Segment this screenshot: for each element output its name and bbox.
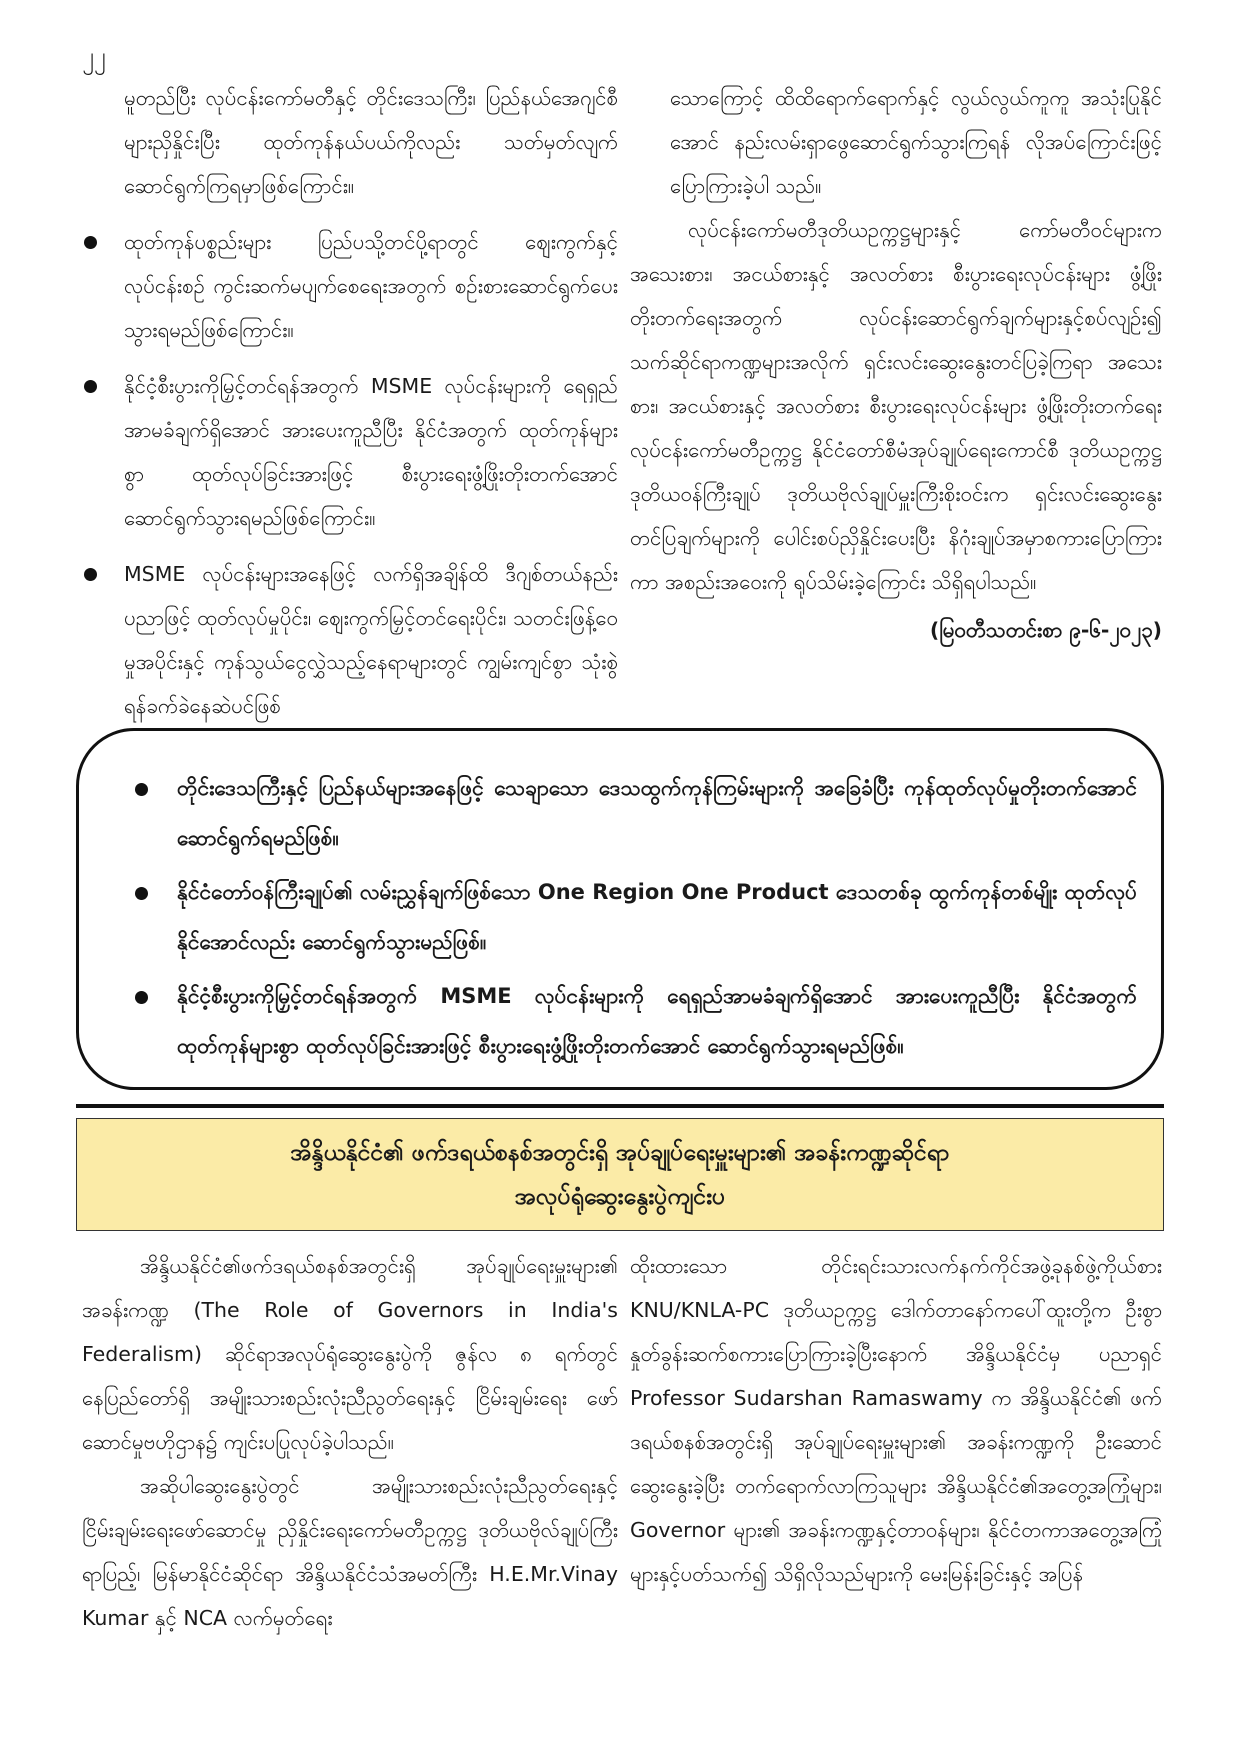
bottom-left-column: [82, 1244, 618, 1640]
section-heading: [76, 1118, 1164, 1231]
article-paragraph: အဆိုပါဆွေးနွေးပွဲတွင် အမျိုးသားစည်းလုံးညီညွတ်ရေးနှင့် ငြိမ်းချမ်းရေးဖော်ဆောင်မှု ညှိနှိုင်းရေးကော်မတီဥက္ကဋ္ဌ ဒုတိယဗိုလ်ချုပ်ကြီးရာပြည့်၊ မြန်မာနိုင်ငံဆိုင်ရာ အိန္ဒိယနိုင်ငံသံအမတ်ကြီး H.E.Mr.Vinay Kumar နှင့် NCA လက်မှတ်ရေး: [82, 1474, 618, 1630]
continuation-text: သောကြောင့် ထိထိရောက်ရောက်နှင့် လွယ်လွယ်ကူကူ အသုံးပြုနိုင်အောင် နည်းလမ်းရှာဖွေဆောင်ရွက်သွားကြရန် လိုအပ်ကြောင်းဖြင့် ပြောကြားခဲ့ပါ သည်။: [670, 86, 1162, 198]
meeting-paragraph: လုပ်ငန်းကော်မတီဒုတိယဥက္ကဋ္ဌများနှင့် ကော်မတီဝင်များက အသေးစား၊ အငယ်စားနှင့် အလတ်စား စီးပွားရေးလုပ်ငန်းများ ဖွံ့ဖြိုးတိုးတက်ရေးအတွက် လုပ်ငန်းဆောင်ရွက်ချက်များနှင့်စပ်လျဉ်း၍ သက်ဆိုင်ရာကဏ္ဍများအလိုက် ရှင်းလင်းဆွေးနွေးတင်ပြခဲ့ကြရာ အသေးစား၊ အငယ်စားနှင့် အလတ်စား စီးပွားရေးလုပ်ငန်းများ ဖွံ့ဖြိုးတိုးတက်ရေးလုပ်ငန်းကော်မတီဥက္ကဋ္ဌ နိုင်ငံတော်စီမံအုပ်ချုပ်ရေးကောင်စီ ဒုတိယဥက္ကဋ္ဌ ဒုတိယဝန်ကြီးချုပ် ဒုတိယဗိုလ်ချုပ်မှူးကြီးစိုးဝင်းက ရှင်းလင်းဆွေးနွေးတင်ပြချက်များကို ပေါင်းစပ်ညှိနှိုင်းပေးပြီး နိဂုံးချုပ်အမှာစကားပြောကြားကာ အစည်းအဝေးကို ရုပ်သိမ်းခဲ့ကြောင်း သိရှိရပါသည်။: [630, 218, 1162, 594]
page-number: ၂၂: [82, 42, 106, 70]
highlight-box: [76, 728, 1164, 1090]
heading-line: အလုပ်ရုံဆွေးနွေးပွဲကျင်းပ: [514, 1184, 726, 1210]
list-item: နိုင်ငံ့စီးပွားကိုမြှင့်တင်ရန်အတွက် MSME လုပ်ငန်းများကို ရေရှည်အာမခံချက်ရှိအောင် အားပေးကူညီပြီး နိုင်ငံအတွက် ထုတ်ကုန်များစွာ ထုတ်လုပ်ခြင်းအားဖြင့် စီးပွားရေးဖွံ့ဖြိုးတိုးတက်အောင် ဆောင်ရွက်သွားရမည်ဖြစ်ကြောင်း။: [82, 364, 618, 540]
key-points-list: [82, 220, 618, 728]
top-right-column: [630, 76, 1162, 652]
article-paragraph: ထိုးထားသော တိုင်းရင်းသားလက်နက်ကိုင်အဖွဲ့ခုနစ်ဖွဲ့ကိုယ်စား KNU/KNLA-PC ဒုတိယဥက္ကဋ္ဌ ဒေါက်တာနော်ကပေါ်ထူးတို့က ဦးစွာနှုတ်ခွန်းဆက်စကားပြောကြားခဲ့ပြီးနောက် အိန္ဒိယနိုင်ငံမှ ပညာရှင် Professor Sudarshan Ramaswamy က အိန္ဒိယနိုင်ငံ၏ ဖက်ဒရယ်စနစ်အတွင်းရှိ အုပ်ချုပ်ရေးမှူးများ၏ အခန်းကဏ္ဍကို ဦးဆောင်ဆွေးနွေးခဲ့ပြီး တက်ရောက်လာကြသူများ အိန္ဒိယနိုင်ငံ၏အတွေ့အကြုံများ၊ Governor များ၏ အခန်းကဏ္ဍနှင့်တာဝန်များ၊ နိုင်ငံတကာအတွေ့အကြုံများနှင့်ပတ်သက်၍ သိရှိလိုသည်များကို မေးမြန်းခြင်းနှင့် အပြန်: [630, 1254, 1162, 1586]
highlight-item: နိုင်ငံတော်ဝန်ကြီးချုပ်၏ လမ်းညွှန်ချက်ဖြစ်သော One Region One Product ဒေသတစ်ခု ထွက်ကုန်တစ်မျိုး ထုတ်လုပ်နိုင်အောင်လည်း ဆောင်ရွက်သွားမည်ဖြစ်။: [131, 867, 1137, 967]
highlight-item: တိုင်းဒေသကြီးနှင့် ပြည်နယ်များအနေဖြင့် သေချာသော ဒေသထွက်ကုန်ကြမ်းများကို အခြေခံပြီး ကုန်ထုတ်လုပ်မှုတိုးတက်အောင် ဆောင်ရွက်ရမည်ဖြစ်။: [131, 763, 1137, 863]
highlight-item: နိုင်ငံ့စီးပွားကိုမြှင့်တင်ရန်အတွက် MSME လုပ်ငန်းများကို ရေရှည်အာမခံချက်ရှိအောင် အားပေးကူညီပြီး နိုင်ငံအတွက် ထုတ်ကုန်များစွာ ထုတ်လုပ်ခြင်းအားဖြင့် စီးပွားရေးဖွံ့ဖြိုးတိုးတက်အောင် ဆောင်ရွက်သွားရမည်ဖြစ်။: [131, 971, 1137, 1071]
heading-line: အိန္ဒိယနိုင်ငံ၏ ဖက်ဒရယ်စနစ်အတွင်းရှိ အုပ်ချုပ်ရေးမှူးများ၏ အခန်းကဏ္ဍဆိုင်ရာ: [290, 1140, 950, 1166]
list-item: MSME လုပ်ငန်းများအနေဖြင့် လက်ရှိအချိန်ထိ ဒီဂျစ်တယ်နည်းပညာဖြင့် ထုတ်လုပ်မှုပိုင်း၊ ဈေးကွက်မြှင့်တင်ရေးပိုင်း၊ သတင်းဖြန့်ဝေမှုအပိုင်းနှင့် ကုန်သွယ်ငွေလွှဲသည့်နေရာများတွင် ကျွမ်းကျင်စွာ သုံးစွဲရန်ခက်ခဲနေဆဲပင်ဖြစ်: [82, 552, 618, 728]
article-paragraph: အိန္ဒိယနိုင်ငံ၏ဖက်ဒရယ်စနစ်အတွင်းရှိ အုပ်ချုပ်ရေးမှူးများ၏ အခန်းကဏ္ဍ (The Role of Governors in India's Federalism) ဆိုင်ရာအလုပ်ရုံဆွေးနွေးပွဲကို ဇွန်လ ၈ ရက်တွင် နေပြည်တော်ရှိ အမျိုးသားစည်းလုံးညီညွတ်ရေးနှင့် ငြိမ်းချမ်းရေး ဖော်ဆောင်မှုဗဟိုဌာန၌ ကျင်းပပြုလုပ်ခဲ့ပါသည်။: [82, 1254, 618, 1454]
list-item: ထုတ်ကုန်ပစ္စည်းများ ပြည်ပသို့တင်ပို့ရာတွင် ဈေးကွက်နှင့်လုပ်ငန်းစဉ် ကွင်းဆက်မပျက်စေရေးအတွက် စဉ်းစားဆောင်ရွက်ပေးသွားရမည်ဖြစ်ကြောင်း။: [82, 220, 618, 352]
section-divider: [76, 1104, 1164, 1108]
bottom-right-column: [630, 1244, 1162, 1596]
source-citation: (မြဝတီသတင်းစာ ၉-၆-၂၀၂၃): [929, 618, 1162, 642]
highlight-list: [131, 763, 1137, 1075]
intro-continuation: မူတည်ပြီး လုပ်ငန်းကော်မတီနှင့် တိုင်းဒေသကြီး၊ ပြည်နယ်အေဂျင်စီများညှိနှိုင်းပြီး ထုတ်ကုန်နယ်ပယ်ကိုလည်း သတ်မှတ်လျက် ဆောင်ရွက်ကြရမှာဖြစ်ကြောင်း။: [124, 86, 618, 198]
top-left-column: [82, 76, 618, 740]
